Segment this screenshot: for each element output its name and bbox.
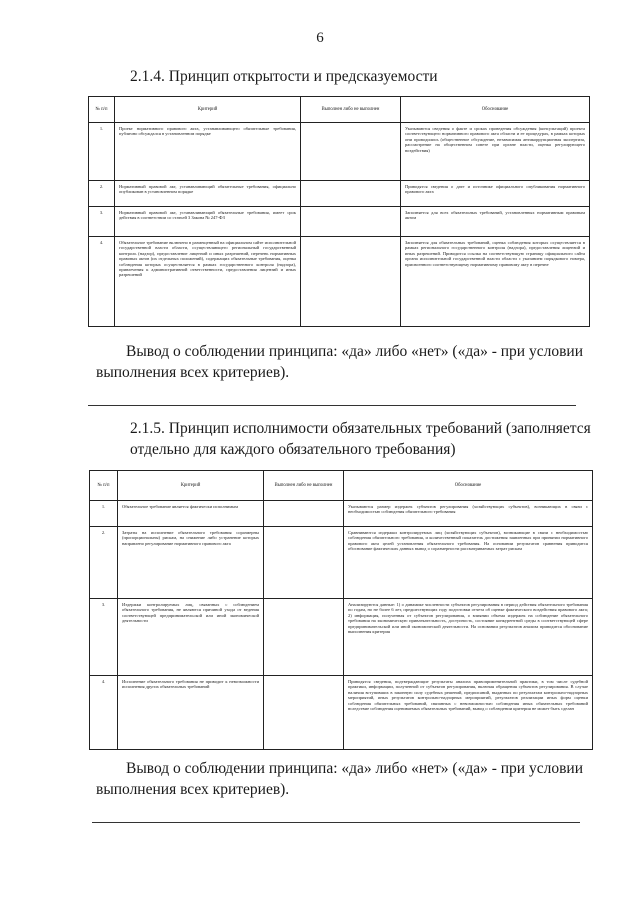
table-row <box>90 501 593 527</box>
row-status-cell <box>264 501 344 527</box>
table-row <box>89 207 590 237</box>
row-justification: Указываются сведения о факте и сроках проведения обсуждения (консультаций) проекта соответствующего нормативного правового акта области и ее процедурах, в рамках которых они проводились (общественное обсуждение, независимая антикоррупционная экспертиза, рассмотрение на общественном совете при органе власти, оценка регулирующего воздействия) <box>401 123 590 181</box>
row-status-cell <box>301 207 401 237</box>
enforceability-criteria-table <box>89 470 593 750</box>
header-status: Выполнен либо не выполнен <box>264 471 344 501</box>
header-criterion: Критерий <box>115 97 301 123</box>
row-number: 1. <box>90 501 118 527</box>
table-header-row <box>90 471 593 501</box>
row-number: 4. <box>89 237 115 327</box>
row-number: 4. <box>90 676 118 750</box>
header-justification: Обоснование <box>344 471 593 501</box>
row-status-cell <box>264 527 344 599</box>
header-number: № п/п <box>90 471 118 501</box>
row-status-cell <box>301 181 401 207</box>
openness-criteria-table <box>88 96 590 327</box>
table-row <box>90 599 593 676</box>
row-status-cell <box>264 599 344 676</box>
row-criterion: Исполнение обязательного требования не приводит к невозможности исполнения других обязательных требований <box>118 676 264 750</box>
section-heading-openness: 2.1.4. Принцип открытости и предсказуемости <box>130 68 438 85</box>
header-justification: Обоснование <box>401 97 590 123</box>
page-number: 6 <box>316 30 324 46</box>
conclusion-enforceability: Вывод о соблюдении принципа: «да» либо «нет» («да» - при условии выполнения всех критериев). <box>96 760 584 798</box>
row-justification: Указываются размер издержек субъектов регулирования (хозяйствующих субъектов), возникающих в связи с необходимостью соблюдения обязательного требования <box>344 501 593 527</box>
row-number: 3. <box>89 207 115 237</box>
row-justification: Анализируются данные: 1) о динамике численности субъектов регулирования в период действия обязательного требования по годам, но не более 6 лет, предшествующих году подготовки отчета об оценке фактического воздействия правового акта; 2) информация, полученная от субъектов регулирования, о влиянии объема издержек на соблюдение обязательного требования на экономическую привлекательность, доступность, состояние конкурентной среды в соответствующей сфере предпринимательской или иной экономической деятельности. На основании результатов анализа приводится обоснование выполнения критерия <box>344 599 593 676</box>
row-justification: Приводятся сведения о дате и источнике официального опубликования нормативного правового акта <box>401 181 590 207</box>
table-row <box>89 181 590 207</box>
row-justification: Заполняется для обязательных требований, оценка соблюдения которых осуществляется в рамках регионального государственного контроля (надзора), предоставления лицензий и иных разрешений. Приводится ссылка на соответствующую страницу официального сайта органа исполнительной государственной власти области с указанием порядкового номера, присвоенного соответствующему нормативному правовому акту в перечне <box>401 237 590 327</box>
table-row <box>90 527 593 599</box>
row-criterion: Издержки контролируемых лиц, связанных с соблюдением обязательного требования, не являются причиной ухода от ведения соответствующей предпринимательской или иной экономической деятельности <box>118 599 264 676</box>
row-criterion: Затраты на исполнение обязательного требования соразмерны (пропорциональны) рискам, на снижение либо устранение которых направлено регулирование нормативного правового акта <box>118 527 264 599</box>
row-criterion: Проект нормативного правового акта, устанавливающего обязательные требования, публично обсуждался в установленном порядке <box>115 123 301 181</box>
header-number: № п/п <box>89 97 115 123</box>
table-row <box>89 123 590 181</box>
row-justification: Заполняется для всех обязательных требований, установленных нормативным правовым актом <box>401 207 590 237</box>
row-status-cell <box>301 237 401 327</box>
row-criterion: Нормативный правовой акт, устанавливающий обязательные требования, имеет срок действия в соответствии со статьей 3 Закона № 247-ФЗ <box>115 207 301 237</box>
row-number: 3. <box>90 599 118 676</box>
row-number: 1. <box>89 123 115 181</box>
row-status-cell <box>264 676 344 750</box>
table-header-row <box>89 97 590 123</box>
row-justification: Приводятся сведения, подтверждающие результаты анализа правоприменительной практики, в том числе судебной практики, информации, полученной от субъектов регулирования, включая обращения субъектов регулирования. В случае наличия вступивших в законную силу судебных решений, предписаний, выданных по результатам контрольно-надзорных мероприятий, иных результатов контрольно-надзорных мероприятий, результатов реализации иных форм оценки соблюдения обязательных требований, связанных с невозможностью соблюдения иных обязательных требований вследствие соблюдения оцениваемых обязательных требований, вывод о соблюдении критерия не может быть сделан <box>344 676 593 750</box>
row-status-cell <box>301 123 401 181</box>
row-criterion: Обязательное требование включено в размещенный на официальном сайте исполнительной государственной власти области, осуществляющего региональный государственный контроль (надзор), предоставление лицензий и иных разрешений, перечень нормативных правовых актов (их отдельных положений), содержащих обязательные требования, оценка соблюдения которых осуществляется в рамках государственного контроля (надзора), привлечения к административной ответственности, предоставления лицензий и иных разрешений <box>115 237 301 327</box>
table-row <box>90 676 593 750</box>
row-number: 2. <box>90 527 118 599</box>
divider-line <box>88 405 576 406</box>
row-criterion: Нормативный правовой акт, устанавливающий обязательные требования, официально опубликован в установленном порядке <box>115 181 301 207</box>
header-status: Выполнен либо не выполнен <box>301 97 401 123</box>
conclusion-openness: Вывод о соблюдении принципа: «да» либо «нет» («да» - при условии выполнения всех критериев). <box>96 343 584 381</box>
table-row <box>89 237 590 327</box>
row-number: 2. <box>89 181 115 207</box>
row-justification: Сравниваются издержки контролируемых лиц (хозяйствующих субъектов), возникающие в связи с необходимостью соблюдения обязательного требования, и количественный показатель достижения заявленных при принятии нормативного правового акта целей установления обязательного требования. На основании результатов сравнения приводится обоснование фактических данных вывод о соразмерности рассматриваемых затрат рискам <box>344 527 593 599</box>
header-criterion: Критерий <box>118 471 264 501</box>
divider-line <box>92 822 580 823</box>
row-criterion: Обязательное требование является фактически исполнимым <box>118 501 264 527</box>
section-heading-enforceability: 2.1.5. Принцип исполнимости обязательных требований (заполняется отдельно для каждого обязательного требования) <box>130 420 591 458</box>
